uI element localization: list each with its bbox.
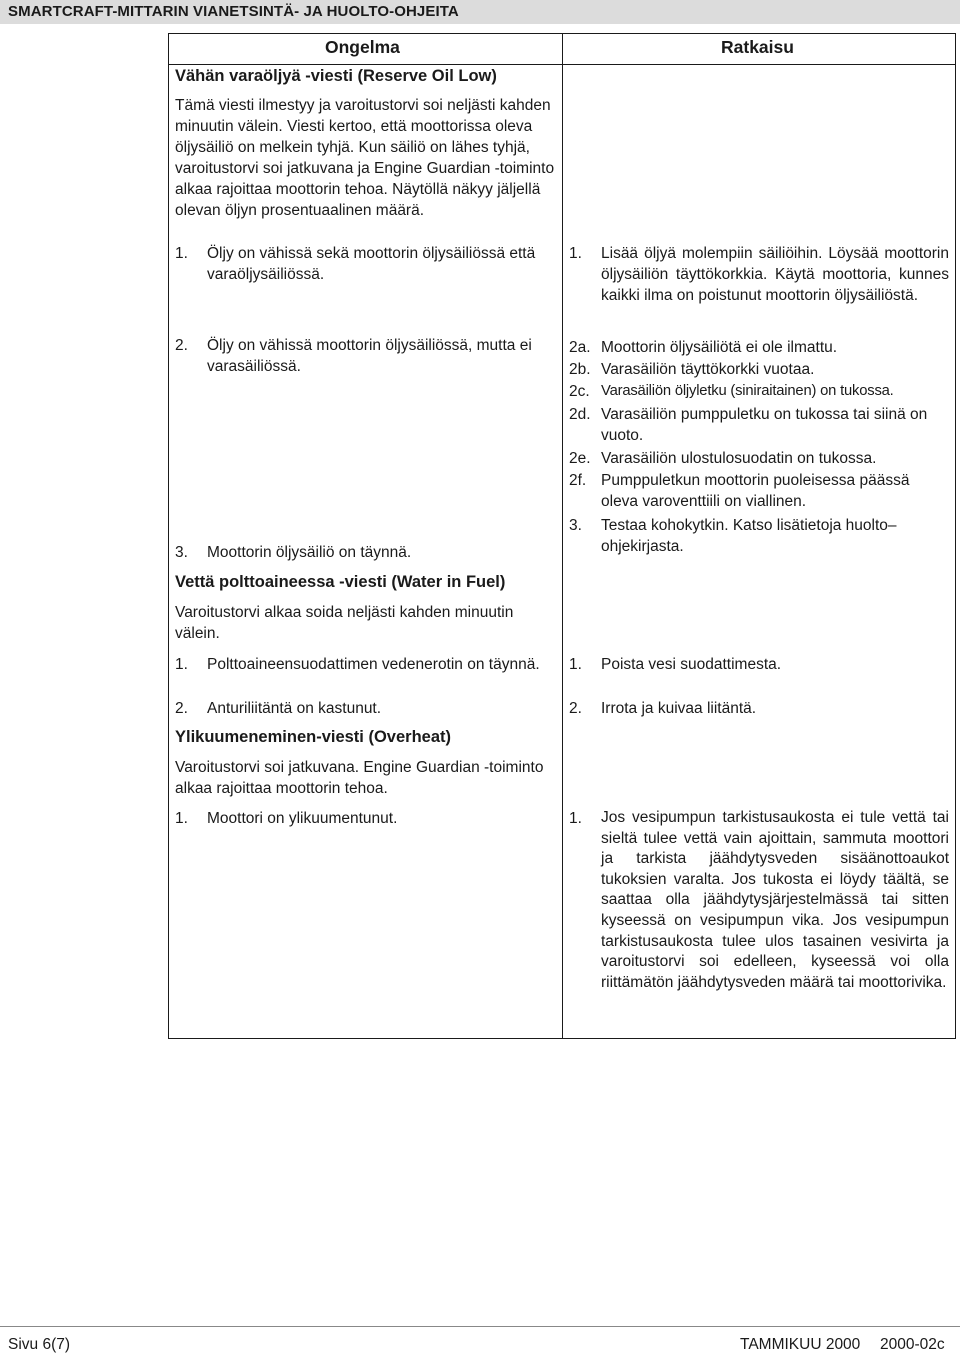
solution-text: Poista vesi suodattimesta.	[601, 656, 782, 673]
solution-number: 2f.	[569, 472, 587, 489]
problem-text: Moottorin öljysäiliö on täynnä.	[207, 544, 412, 561]
solution-number: 1.	[569, 810, 582, 827]
footer-date: TAMMIKUU 2000	[740, 1336, 861, 1353]
footer-code: 2000-02c	[880, 1336, 945, 1353]
solution-text: Irrota ja kuivaa liitäntä.	[601, 700, 757, 717]
problem-number: 2.	[175, 337, 188, 354]
problem-text: Polttoaineensuodattimen vedenerotin on täynnä.	[207, 656, 540, 673]
column-header-solution: Ratkaisu	[721, 37, 794, 57]
problem-number: 1.	[175, 656, 188, 673]
column-header-problem: Ongelma	[325, 37, 400, 57]
solution-number: 2a.	[569, 339, 591, 356]
solution-text: Varasäiliön pumppuletku on tukossa tai siinä on vuoto.	[601, 406, 928, 444]
header-row-divider	[168, 64, 956, 65]
footer-page-number: Sivu 6(7)	[8, 1336, 71, 1353]
problem-text: Anturiliitäntä on kastunut.	[207, 700, 382, 717]
solution-text: Varasäiliön täyttökorkki vuotaa.	[601, 361, 815, 378]
problem-number: 1.	[175, 245, 188, 262]
problem-number: 2.	[175, 700, 188, 717]
solution-text: Moottorin öljysäiliötä ei ole ilmattu.	[601, 339, 838, 356]
section-intro-overheat: Varoitustorvi soi jatkuvana. Engine Guardian -toiminto alkaa rajoittaa moottorin tehoa.	[175, 759, 544, 797]
solution-text: Pumppuletkun moottorin puoleisessa päässä oleva varoventtiili on viallinen.	[601, 472, 910, 510]
footer-divider	[0, 1326, 960, 1327]
solution-number: 2e.	[569, 450, 591, 467]
section-intro-water-in-fuel: Varoitustorvi alkaa soida neljästi kahden minuutin välein.	[175, 604, 514, 642]
section-heading-water-in-fuel: Vettä polttoaineessa -viesti (Water in Fuel)	[175, 573, 506, 591]
header-title: SMARTCRAFT-MITTARIN VIANETSINTÄ- JA HUOLTO-OHJEITA	[8, 3, 459, 20]
problem-text: Moottori on ylikuumentunut.	[207, 810, 398, 827]
column-divider	[562, 33, 563, 1039]
solution-text: Varasäiliön ulostulosuodatin on tukossa.	[601, 450, 877, 467]
solution-number: 2.	[569, 700, 582, 717]
solution-number: 2b.	[569, 361, 591, 378]
section-heading-reserve-oil: Vähän varaöljyä -viesti (Reserve Oil Low)	[175, 67, 497, 85]
solution-number: 1.	[569, 245, 582, 262]
solution-text: Lisää öljyä molempiin säiliöihin. Löysää moottorin öljysäiliön täyttökorkkia. Käytä moottoria, kunnes kaikki ilma on poistunut moottorin öljysäiliöstä.	[601, 245, 949, 304]
solution-number: 2c.	[569, 383, 590, 400]
solution-text: Jos vesipumpun tarkistusaukosta ei tule vettä tai sieltä tulee vettä vain ajoittain, sammuta moottori ja tarkista jäähdytysveden sisäänottoaukot tukoksien varalta. Jos tukosta ei löydy täältä, se saattaa olla jäähdytysjärjestelmässä tai sitten kyseessä on vesipumpun vika. Jos vesipumpun tarkistusaukosta tulee ulos tasainen vesivirta ja varoitustorvi soi edelleen, kyseessä voi olla riittämätön jäähdytysveden määrä tai moottorivika.	[601, 809, 949, 991]
problem-text: Öljy on vähissä moottorin öljysäiliössä, mutta ei varasäiliössä.	[207, 337, 532, 375]
solution-text: Varasäiliön öljyletku (siniraitainen) on tukossa.	[601, 383, 894, 399]
section-intro-reserve-oil: Tämä viesti ilmestyy ja varoitustorvi soi neljästi kahden minuutin välein. Viesti kertoo, että moottorissa oleva öljysäiliö on melkein tyhjä. Kun säiliö on lähes tyhjä, varoitustorvi soi jatkuvana ja Engine Guardian -toiminto alkaa rajoittaa moottorin tehoa. Näytöllä näkyy jäljellä olevan öljyn prosentuaalinen määrä.	[175, 97, 555, 219]
page-header-bar	[0, 0, 960, 24]
solution-number: 3.	[569, 517, 582, 534]
problem-number: 1.	[175, 810, 188, 827]
section-heading-overheat: Ylikuumeneminen-viesti (Overheat)	[175, 728, 451, 746]
solution-number: 2d.	[569, 406, 591, 423]
solution-number: 1.	[569, 656, 582, 673]
problem-number: 3.	[175, 544, 188, 561]
problem-text: Öljy on vähissä sekä moottorin öljysäiliössä että varaöljysäiliössä.	[207, 245, 536, 283]
solution-text: Testaa kohokytkin. Katso lisätietoja huolto– ohjekirjasta.	[601, 517, 897, 555]
